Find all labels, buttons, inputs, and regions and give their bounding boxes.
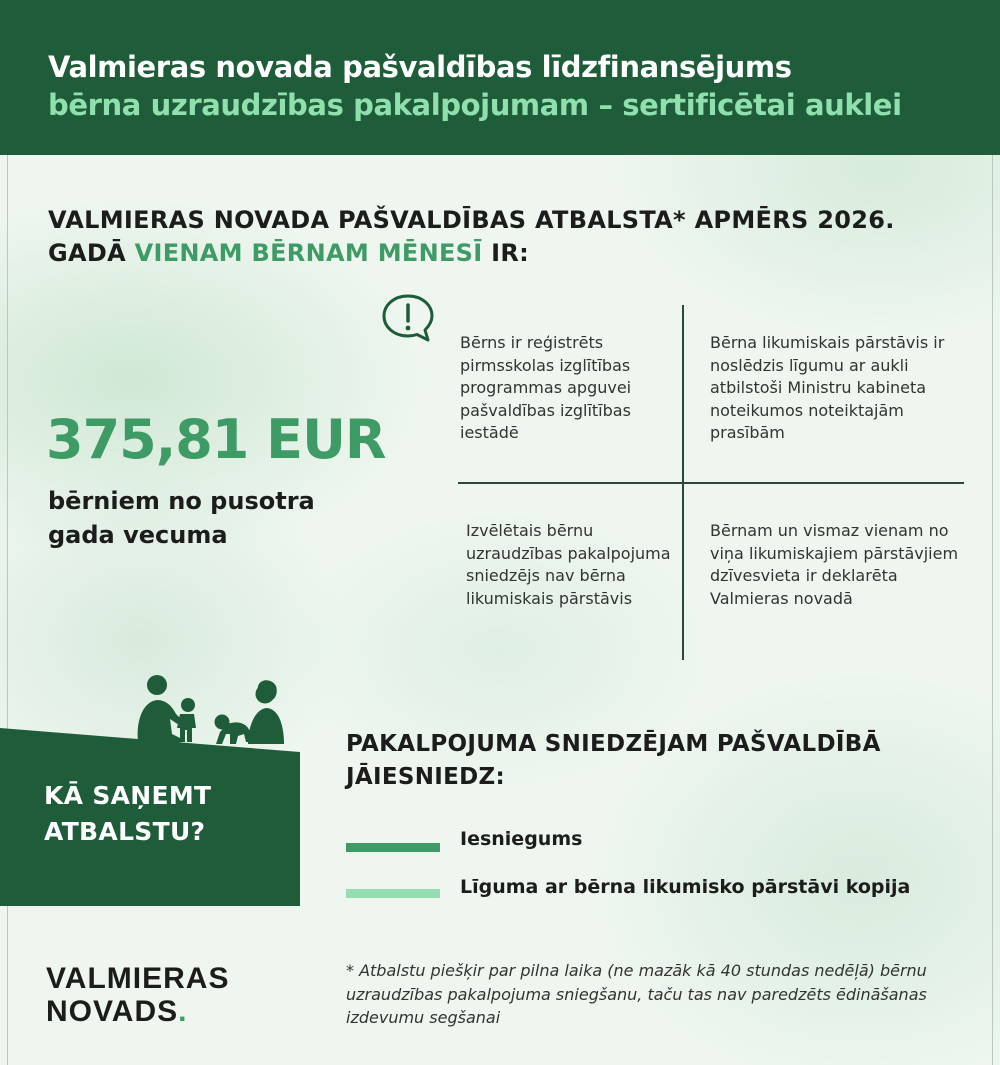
grid-divider-horizontal xyxy=(458,482,964,484)
logo-line1: VALMIERAS xyxy=(46,962,230,995)
document-item-1: Iesniegums xyxy=(460,828,583,850)
condition-cell-3: Izvēlētais bērnu uzraudzības pakalpojuma sniedzējs nav bērna likumiskais pārstāvis xyxy=(466,521,671,608)
support-amount: 375,81 EUR xyxy=(46,408,386,471)
frame-border-left xyxy=(7,155,8,1065)
support-amount-note: bērniem no pusotra gada vecuma xyxy=(48,487,315,549)
how-to-get-support-title: KĀ SAŅEMT ATBALSTU? xyxy=(44,781,212,846)
header-title-line2: bērna uzraudzības pakalpojumam – sertificētai auklei xyxy=(48,88,902,122)
condition-cell-1: Bērns ir reģistrēts pirmsskolas izglītības programmas apguvei pašvaldības izglītības iestādē xyxy=(460,333,632,442)
family-children-icon xyxy=(130,672,290,748)
logo-line2-text: NOVADS xyxy=(46,995,179,1028)
document-bullet-bar-1 xyxy=(346,843,440,852)
header-banner xyxy=(0,0,1000,155)
support-title-part1: VALMIERAS NOVADA PAŠVALDĪBAS ATBALSTA* APMĒRS 2026. GADĀ xyxy=(48,206,895,267)
logo-line2 xyxy=(46,995,266,1028)
document-item-2: Līguma ar bērna likumisko pārstāvi kopija xyxy=(460,876,911,898)
support-title xyxy=(48,204,948,270)
header-title-line1: Valmieras novada pašvaldības līdzfinansējums xyxy=(48,50,792,84)
document-bullet-bar-2 xyxy=(346,889,440,898)
support-title-highlight: VIENAM BĒRNAM MĒNESĪ xyxy=(134,239,483,267)
provider-submit-title: PAKALPOJUMA SNIEDZĒJAM PAŠVALDĪBĀ JĀIESNIEDZ: xyxy=(346,731,881,790)
frame-border-right xyxy=(992,155,993,1065)
exclamation-speech-bubble-icon xyxy=(380,292,436,344)
logo-dot: . xyxy=(178,995,188,1028)
support-title-part2: IR: xyxy=(482,239,530,267)
condition-cell-4: Bērnam un vismaz vienam no viņa likumiskajiem pārstāvjiem dzīvesvieta ir deklarēta Valmieras novadā xyxy=(710,521,959,608)
footnote: * Atbalstu piešķir par pilna laika (ne mazāk kā 40 stundas nedēļā) bērnu uzraudzības pakalpojuma sniegšanu, taču tas nav paredzēts ēdināšanas izdevumu segšanai xyxy=(346,961,927,1027)
valmieras-novads-logo xyxy=(46,962,266,1028)
condition-cell-2: Bērna likumiskais pārstāvis ir noslēdzis līgumu ar aukli atbilstoši Ministru kabineta noteikumos noteiktajām prasībām xyxy=(710,333,945,442)
